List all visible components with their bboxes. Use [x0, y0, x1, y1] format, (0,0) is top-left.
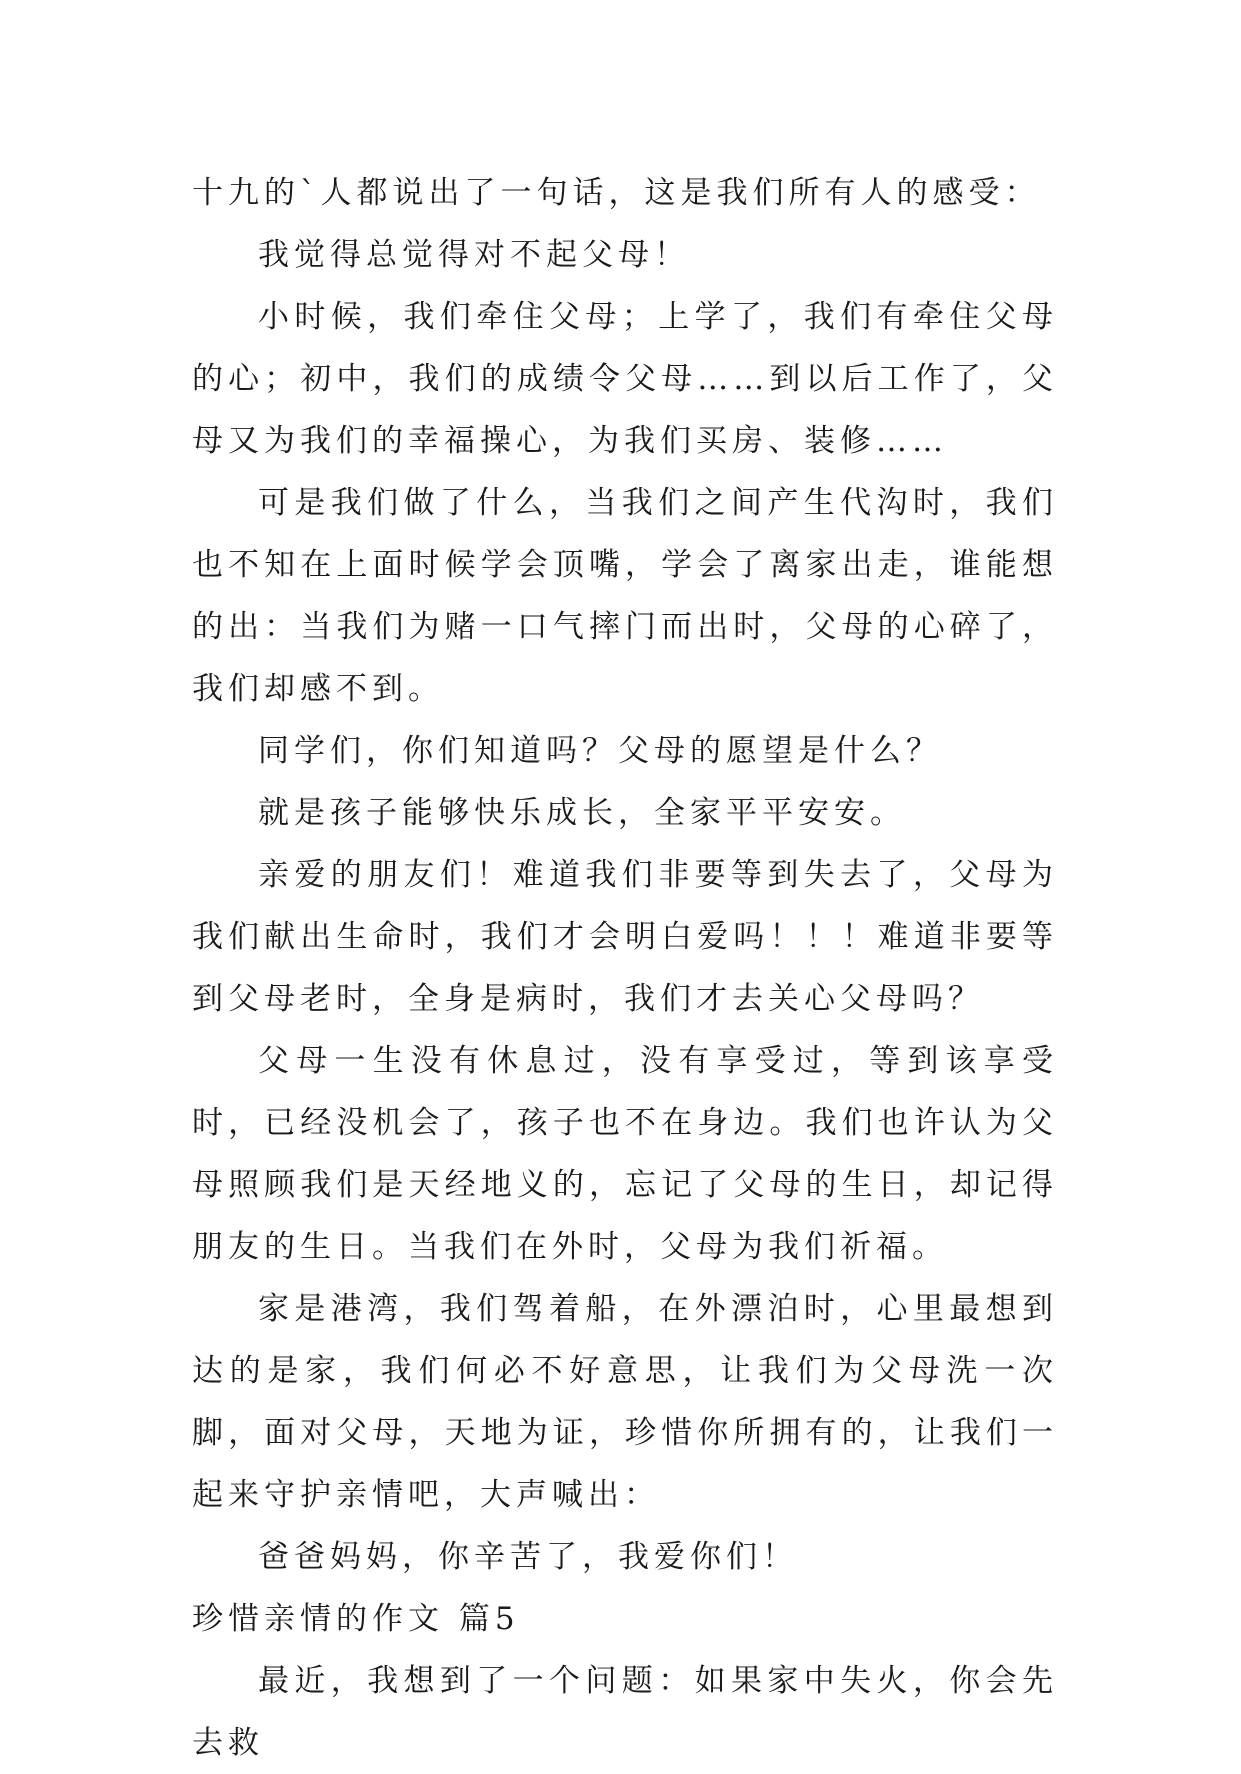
paragraph: 就是孩子能够快乐成长，全家平平安安。 — [258, 795, 906, 831]
paragraph: 同学们，你们知道吗？父母的愿望是什么？ — [258, 733, 942, 769]
paragraph: 可是我们做了什么，当我们之间产生代沟时，我们也不知在上面时候学会顶嘴，学会了离家出走，谁能想的出：当我们为赌一口气摔门而出时，父母的心碎了，我们却感不到。 — [192, 485, 1058, 707]
paragraph: 父母一生没有休息过，没有享受过，等到该享受时，已经没机会了，孩子也不在身边。我们也许认为父母照顾我们是天经地义的，忘记了父母的生日，却记得朋友的生日。当我们在外时，父母为我们祈福。 — [192, 1043, 1058, 1265]
document-body — [192, 162, 1058, 1774]
paragraph: 我觉得总觉得对不起父母！ — [258, 237, 690, 273]
paragraph: 家是港湾，我们驾着船，在外漂泊时，心里最想到达的是家，我们何必不好意思，让我们为父母洗一次脚，面对父母，天地为证，珍惜你所拥有的，让我们一起来守护亲情吧，大声喊出： — [192, 1291, 1058, 1513]
paragraph: 亲爱的朋友们！难道我们非要等到失去了，父母为我们献出生命时，我们才会明白爱吗！！！难道非要等到父母老时，全身是病时，我们才去关心父母吗？ — [192, 857, 1058, 1017]
section-heading: 珍惜亲情的作文 篇5 — [192, 1601, 520, 1637]
paragraph: 小时候，我们牵住父母；上学了，我们有牵住父母的心；初中，我们的成绩令父母……到以后工作了，父母又为我们的幸福操心，为我们买房、装修…… — [192, 299, 1058, 459]
paragraph: 最近，我想到了一个问题：如果家中失火，你会先去救 — [192, 1663, 1058, 1761]
paragraph: 十九的`人都说出了一句话，这是我们所有人的感受： — [192, 175, 1041, 211]
paragraph: 爸爸妈妈，你辛苦了，我爱你们！ — [258, 1539, 798, 1575]
